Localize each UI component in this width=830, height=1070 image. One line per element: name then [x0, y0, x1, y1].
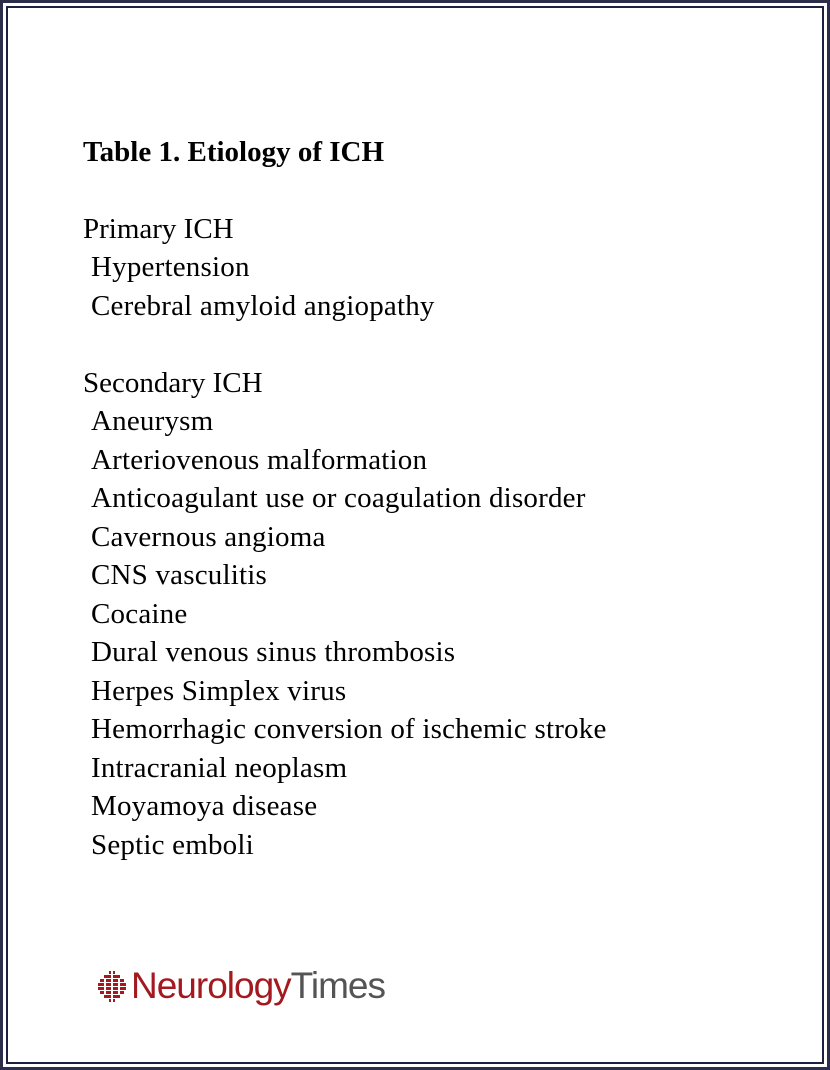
list-item: CNS vasculitis — [91, 559, 268, 591]
list-item: Hypertension — [91, 251, 250, 283]
list-item: Septic emboli — [91, 828, 254, 861]
secondary-ich-heading: Secondary ICH — [83, 366, 263, 399]
primary-ich-heading: Primary ICH — [83, 212, 234, 245]
brand-wordmark — [131, 962, 385, 1010]
list-item: Hemorrhagic conversion of ischemic stroke — [91, 713, 607, 745]
etiology-table — [83, 133, 607, 864]
list-item: Intracranial neoplasm — [91, 751, 348, 784]
list-item: Moyamoya disease — [91, 790, 318, 822]
spacer — [83, 325, 607, 364]
neurology-times-logo — [95, 962, 385, 1010]
table-title: Table 1. Etiology of ICH — [83, 136, 385, 168]
list-item: Aneurysm — [91, 405, 214, 437]
list-item: Dural venous sinus thrombosis — [91, 636, 456, 668]
list-item: Cavernous angioma — [91, 520, 326, 553]
brand-name-times: Times — [290, 965, 386, 1006]
brain-logo-icon — [95, 969, 129, 1003]
list-item: Cerebral amyloid angiopathy — [91, 289, 435, 322]
list-item: Cocaine — [91, 597, 188, 630]
list-item: Arteriovenous malformation — [91, 443, 428, 476]
brand-name-neurology: Neurology — [131, 965, 291, 1006]
list-item: Anticoagulant use or coagulation disorder — [91, 482, 586, 514]
list-item: Herpes Simplex virus — [91, 674, 347, 707]
spacer — [83, 171, 607, 210]
